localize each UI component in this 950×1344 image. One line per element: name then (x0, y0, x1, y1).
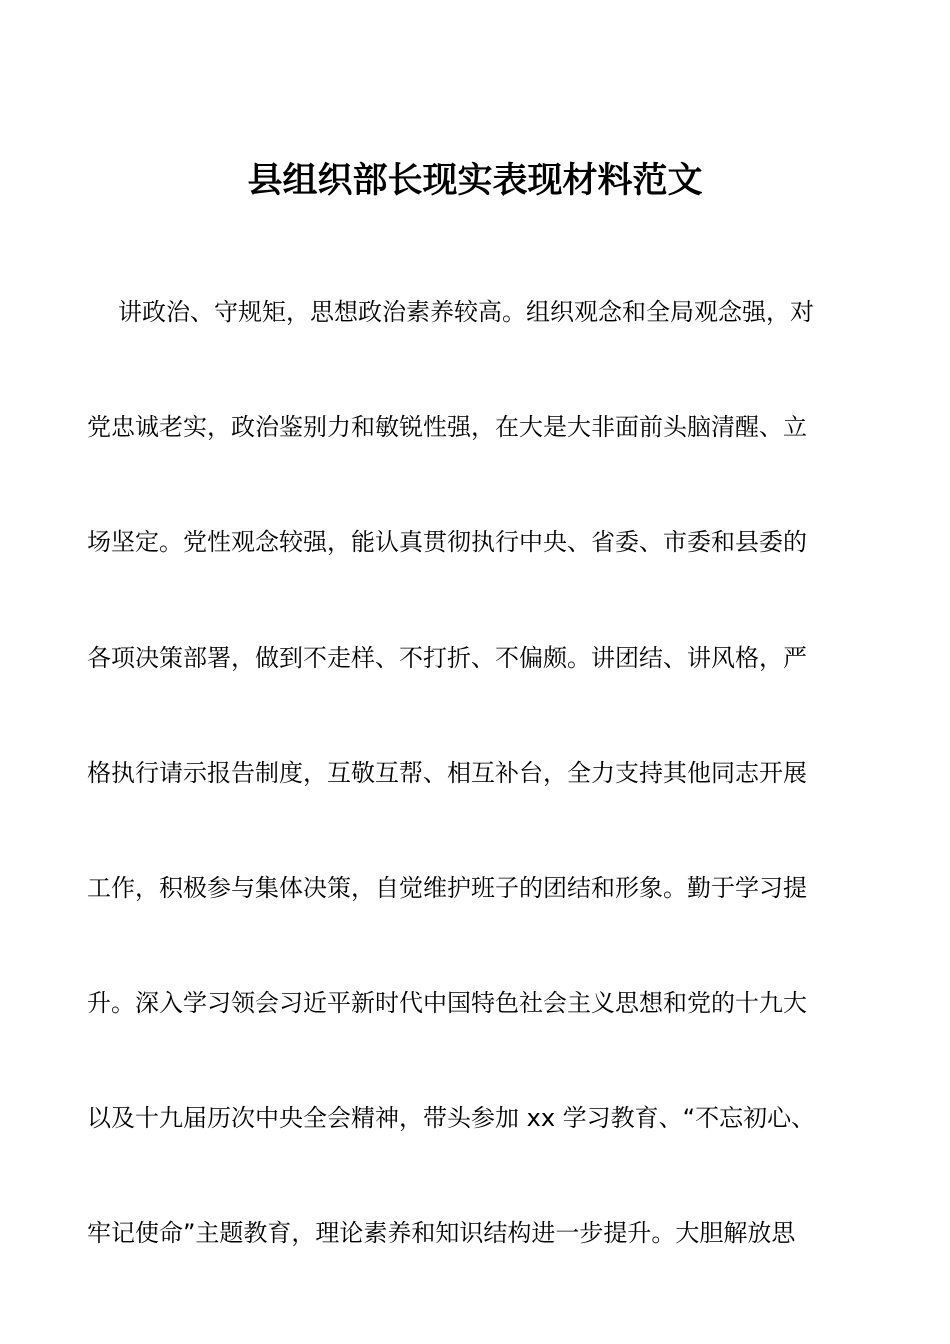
paragraph-line: 党忠诚老实，政治鉴别力和敏锐性强，在大是大非面前头脑清醒、立 (87, 413, 807, 441)
paragraph-line: 格执行请示报告制度，互敬互帮、相互补台，全力支持其他同志开展 (87, 759, 807, 787)
paragraph-line: 场坚定。党性观念较强，能认真贯彻执行中央、省委、市委和县委的 (87, 528, 807, 556)
paragraph-line: 牢记使命”主题教育，理论素养和知识结构进一步提升。大胆解放思 (87, 1219, 796, 1247)
paragraph-line: 工作，积极参与集体决策，自觉维护班子的团结和形象。勤于学习提 (87, 874, 807, 902)
paragraph-line: 各项决策部署，做到不走样、不打折、不偏颇。讲团结、讲风格，严 (87, 644, 807, 672)
document-title: 县组织部长现实表现材料范文 (247, 161, 703, 201)
paragraph-line: 讲政治、守规矩，思想政治素养较高。组织观念和全局观念强，对 (118, 298, 814, 326)
paragraph-line: 升。深入学习领会习近平新时代中国特色社会主义思想和党的十九大 (87, 989, 807, 1017)
paragraph-line: 以及十九届历次中央全会精神，带头参加 xx 学习教育、“不忘初心、 (87, 1104, 816, 1132)
